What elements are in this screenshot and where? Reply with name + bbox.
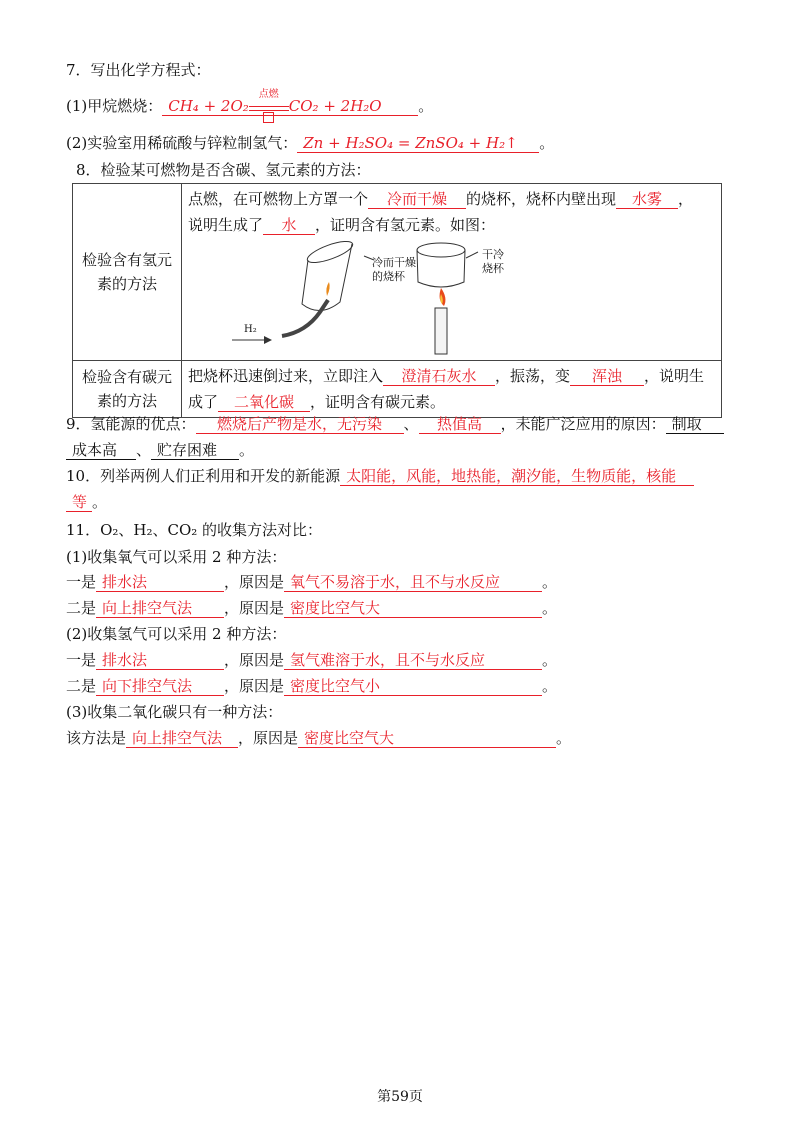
- condition-box-icon: [263, 112, 274, 123]
- q11-o1-reason: 氧气不易溶于水，且不与水反应: [284, 573, 542, 592]
- q11-c-method: 向上排空气法: [126, 729, 238, 748]
- q9-line2: [66, 440, 254, 460]
- q8-row1-answer2: 水雾: [616, 190, 678, 209]
- reaction-condition: [249, 89, 289, 111]
- q11-h1-method: 排水法: [96, 651, 224, 670]
- q11-h2-end: 。: [542, 677, 558, 695]
- tilted-beaker-icon: [302, 238, 355, 311]
- q11-o2-mid: ，原因是: [224, 599, 285, 617]
- q11-h1-pre: 一是: [66, 651, 97, 669]
- fig-label-gas: H₂: [244, 324, 257, 335]
- fig-label-cold: 干冷烧杯: [482, 248, 504, 275]
- page-number: 第59页: [377, 1089, 423, 1105]
- q8-row2-text2: ，振荡，变: [495, 367, 571, 385]
- q8-row2-answer1: 澄清石灰水: [383, 367, 495, 386]
- q11-co2: [66, 728, 571, 748]
- q8-row2-label: 检验含有碳元素的方法: [73, 361, 182, 418]
- q11-o1-mid: ，原因是: [224, 573, 285, 591]
- q8-row2-answer2: 浑浊: [570, 367, 644, 386]
- fig-label-beaker: 冷而干燥的烧杯: [372, 256, 416, 283]
- gas-tube-icon: [282, 300, 328, 336]
- q11-o2-pre: 二是: [66, 599, 97, 617]
- q11-h2-pre: 二是: [66, 677, 97, 695]
- q8-row2-text3: ，说明生: [644, 367, 705, 385]
- q7-part2: [66, 133, 554, 153]
- q9-answer1: 燃烧后产物是水，无污染: [196, 415, 404, 434]
- q11-h2-reason: 密度比空气小: [284, 677, 542, 696]
- q7-heading: 7．写出化学方程式：: [66, 61, 211, 79]
- q9-blank2: 贮存困难: [151, 441, 239, 460]
- q11-oxygen-2: [66, 598, 557, 618]
- q7-part2-label: (2)实验室用稀硫酸与锌粒制氢气：: [66, 134, 298, 152]
- q7-part1-rhs: CO₂ + 2H₂O: [288, 97, 382, 115]
- q11-c-end: 。: [556, 729, 572, 747]
- q11-o1-method: 排水法: [96, 573, 224, 592]
- q8-row1-answer1: 冷而干燥: [368, 190, 466, 209]
- q9-end: 。: [239, 441, 255, 459]
- q11-h1-end: 。: [542, 651, 558, 669]
- q9-blank1-cont: 成本高: [66, 441, 136, 460]
- q8-row1-text1: 点燃，在可燃物上方罩一个: [188, 190, 369, 208]
- q11-h1-reason: 氢气难溶于水，且不与水反应: [284, 651, 542, 670]
- q11-hydrogen-2: [66, 676, 557, 696]
- q8-row1-answer3: 水: [263, 216, 315, 235]
- q11-h1-mid: ，原因是: [224, 651, 285, 669]
- q10-text1: 10．列举两例人们正利用和开发的新能源: [66, 467, 341, 485]
- experiment-figure: [188, 238, 715, 358]
- q7-part1: [66, 89, 434, 116]
- q8-row1-content: [182, 184, 722, 361]
- q7-part2-answer: Zn + H₂SO₄ = ZnSO₄ + H₂↑: [297, 134, 539, 153]
- q11-o2-reason: 密度比空气大: [284, 599, 542, 618]
- q8-row2-line1: [188, 363, 715, 389]
- q8-row-hydrogen: [73, 184, 722, 361]
- q8-row1-line2: [188, 212, 715, 238]
- q8-row1-text5: ，证明含有氢元素。如图：: [315, 216, 496, 234]
- q8-heading: 8．检验某可燃物是否含碳、氢元素的方法：: [76, 161, 371, 179]
- q8-row1-text3: ，: [678, 190, 694, 208]
- q8-row1-line1: [188, 186, 715, 212]
- q11-c-pre: 该方法是: [66, 729, 127, 747]
- q8-row2-text1: 把烧杯迅速倒过来，立即注入: [188, 367, 384, 385]
- q11-sub1: (1)收集氧气可以采用 2 种方法：: [66, 548, 287, 566]
- q8-row1-label: 检验含有氢元素的方法: [73, 184, 182, 361]
- q11-oxygen-1: [66, 572, 557, 592]
- q8-row2-line2: [188, 389, 715, 415]
- q10-answer: 太阳能，风能，地热能，潮汐能，生物质能，核能: [340, 467, 694, 486]
- q11-c-mid: ，原因是: [238, 729, 299, 747]
- q9-text4: 、: [136, 441, 152, 459]
- q8-row2-text5: ，证明含有碳元素。: [310, 393, 446, 411]
- q11-c-reason: 密度比空气大: [298, 729, 556, 748]
- equals-double-bar: [249, 106, 289, 111]
- q8-row2-content: [182, 361, 722, 418]
- q8-table: [72, 183, 722, 418]
- q10-line1: [66, 466, 694, 486]
- q11-sub3: (3)收集二氧化碳只有一种方法：: [66, 703, 283, 721]
- q8-row1-text4: 说明生成了: [188, 216, 264, 234]
- q11-o1-end: 。: [542, 573, 558, 591]
- q9-line1: [66, 414, 724, 434]
- q7-part1-end: 。: [418, 97, 434, 115]
- q10-end: 。: [92, 493, 108, 511]
- q9-text2: 、: [403, 415, 419, 433]
- q11-sub2: (2)收集氢气可以采用 2 种方法：: [66, 625, 287, 643]
- q10-line2: [66, 492, 107, 512]
- q9-text3: ，未能广泛应用的原因：: [500, 415, 666, 433]
- q11-h2-method: 向下排空气法: [96, 677, 224, 696]
- q8-row1-text2: 的烧杯，烧杯内壁出现: [466, 190, 617, 208]
- condition-text: 点燃: [258, 89, 279, 100]
- q7-part1-answer: [162, 89, 418, 116]
- q8-row2-answer3: 二氧化碳: [218, 393, 310, 412]
- candle-icon: [435, 308, 447, 354]
- q11-h2-mid: ，原因是: [224, 677, 285, 695]
- q7-part2-end: 。: [539, 134, 555, 152]
- q9-blank1: 制取: [666, 415, 724, 434]
- q7-part1-label: (1)甲烷燃烧：: [66, 97, 163, 115]
- q11-o2-method: 向上排空气法: [96, 599, 224, 618]
- q7-part1-lhs: CH₄ + 2O₂: [168, 97, 249, 115]
- q8-row2-text4: 成了: [188, 393, 219, 411]
- hydrogen-flame-icon: [326, 282, 329, 296]
- q9-answer2: 热值高: [419, 415, 501, 434]
- q11-heading: 11．O₂、H₂、CO₂ 的收集方法对比：: [66, 521, 323, 539]
- q11-hydrogen-1: [66, 650, 557, 670]
- q11-o2-end: 。: [542, 599, 558, 617]
- q9-text1: 9．氢能源的优点：: [66, 415, 196, 433]
- q11-o1-pre: 一是: [66, 573, 97, 591]
- q8-row-carbon: [73, 361, 722, 418]
- cold-beaker-icon: [417, 243, 465, 287]
- q10-answer-cont: 等: [66, 493, 92, 512]
